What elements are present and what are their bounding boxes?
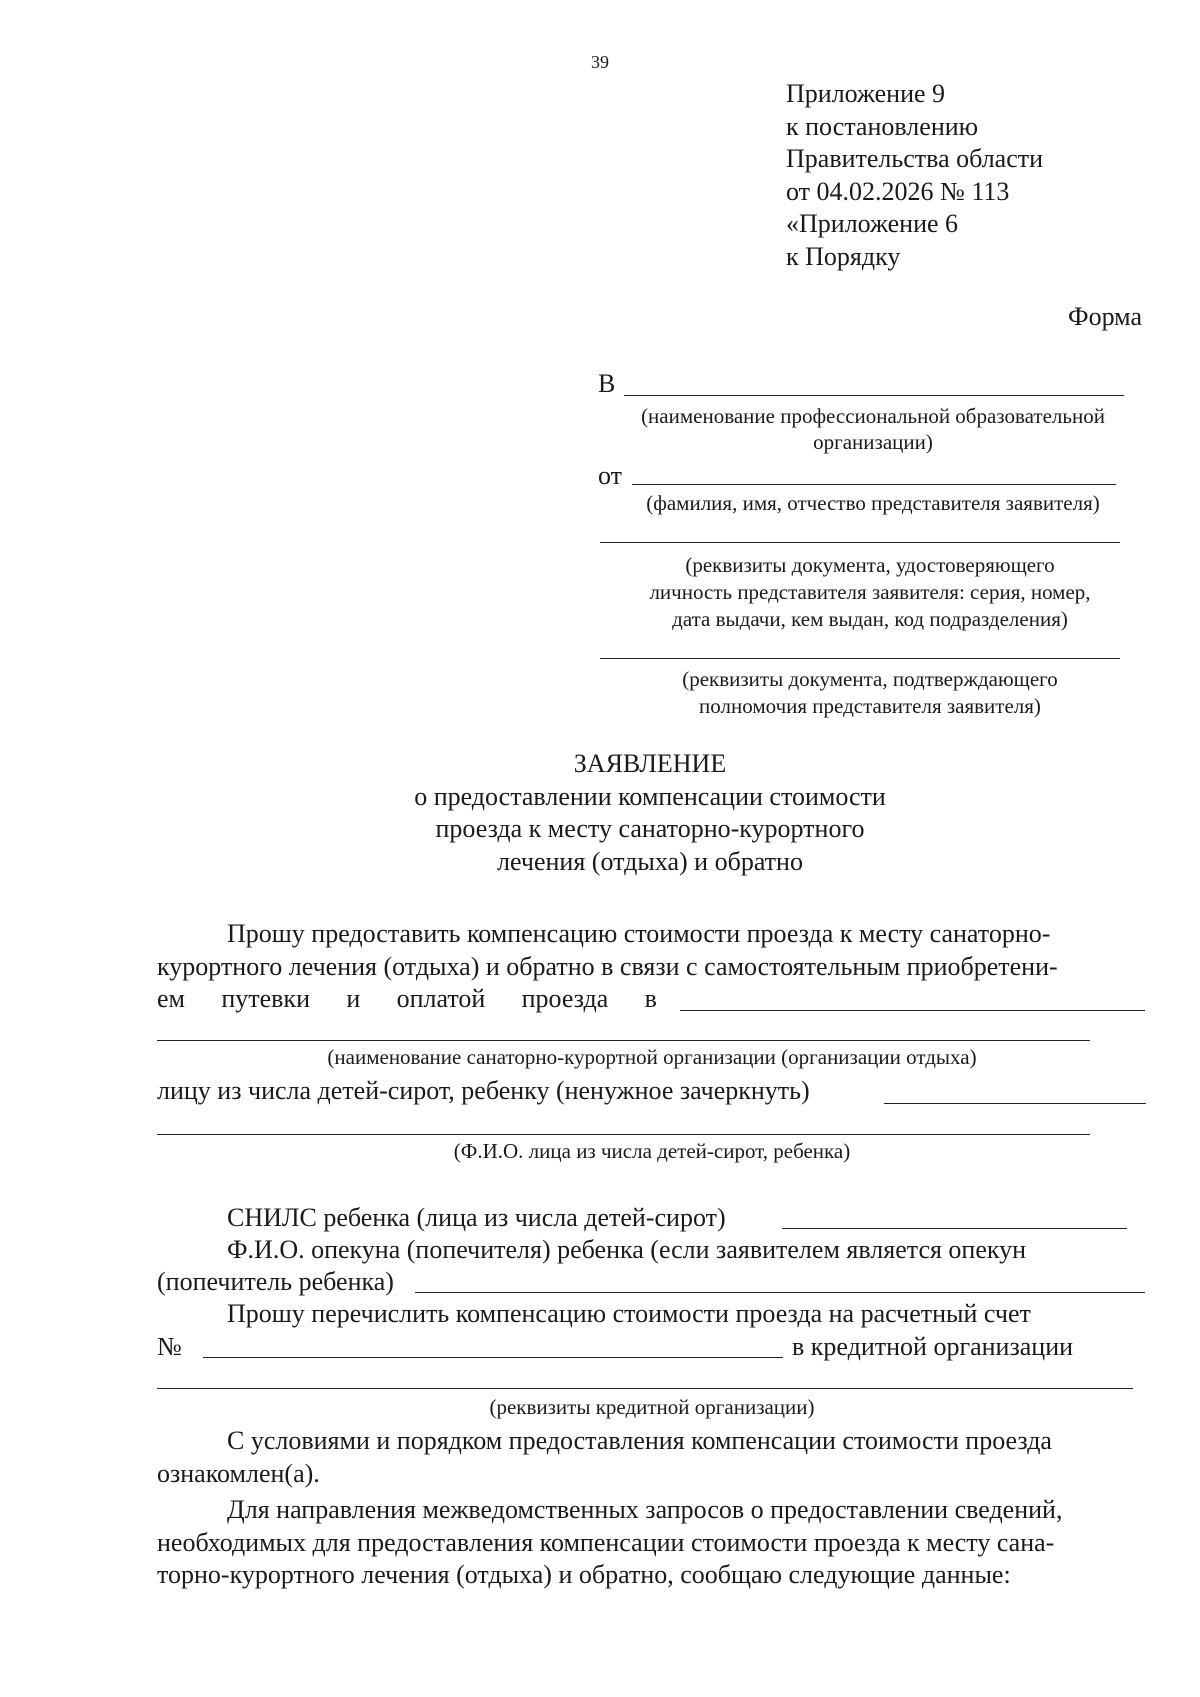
- transfer-line: Прошу перечислить компенсацию стоимости проезда на расчетный счет: [227, 1299, 1031, 1328]
- word: и: [346, 984, 361, 1013]
- text-line: ознакомлен(а).: [157, 1458, 320, 1488]
- title-subline: о предоставлении компенсации стоимости: [414, 781, 886, 811]
- word: проезда: [521, 984, 609, 1013]
- id-document-field-line[interactable]: [600, 542, 1120, 543]
- appendix-line: к постановлению: [786, 111, 979, 141]
- document-title: [0, 748, 1200, 878]
- recipient-caption: (наименование профессиональной образовательной: [641, 404, 1105, 428]
- person-line: лицу из числа детей-сирот, ребенку (ненужное зачеркнуть): [157, 1076, 810, 1105]
- title-subline: проезда к месту санаторно-курортного: [435, 814, 865, 843]
- text-line: торно-курортного лечения (отдыха) и обратно, сообщаю следующие данные:: [157, 1560, 1011, 1589]
- person-caption: (Ф.И.О. лица из числа детей-сирот, ребенка): [453, 1139, 851, 1163]
- guardian-paragraph: [157, 1234, 1144, 1267]
- person-field-line[interactable]: [884, 1103, 1146, 1104]
- sender-field-line[interactable]: [632, 484, 1116, 485]
- recipient-prefix: В: [598, 369, 616, 398]
- authority-document-field-line[interactable]: [600, 658, 1120, 659]
- organization-caption: (наименование санаторно-курортной организации (организации отдыха): [327, 1045, 977, 1069]
- sender-caption: (фамилия, имя, отчество представителя заявителя): [646, 491, 1100, 515]
- bank-details-field-line[interactable]: [157, 1388, 1133, 1389]
- title-heading: ЗАЯВЛЕНИЕ: [573, 749, 727, 778]
- person-name-field-line[interactable]: [157, 1134, 1090, 1135]
- word: в: [644, 984, 657, 1013]
- word: путевки: [221, 984, 310, 1013]
- appendix-reference: [786, 78, 1043, 273]
- appendix-line: «Приложение 6: [786, 209, 959, 238]
- appendix-line: Приложение 9: [786, 79, 946, 108]
- recipient-field-line[interactable]: [624, 395, 1124, 396]
- bank-caption: (реквизиты кредитной организации): [489, 1395, 815, 1419]
- guardian-field-line[interactable]: [415, 1292, 1145, 1293]
- appendix-line: от 04.02.2026 № 113: [786, 176, 1010, 206]
- recipient-caption: организации): [813, 430, 933, 454]
- page-number: 39: [591, 52, 609, 72]
- interagency-paragraph: [157, 1494, 1144, 1592]
- id-document-caption: личность представителя заявителя: серия, номер,: [649, 580, 1091, 604]
- id-document-caption: (реквизиты документа, удостоверяющего: [685, 553, 1055, 577]
- word: ем: [157, 984, 185, 1013]
- form-label: Форма: [1068, 302, 1142, 331]
- snils-field-line[interactable]: [782, 1228, 1127, 1229]
- organization-field-line[interactable]: [680, 1010, 1145, 1011]
- text-line: С условиями и порядком предоставления компенсации стоимости проезда: [227, 1426, 1052, 1455]
- title-subline: лечения (отдыха) и обратно: [497, 846, 803, 876]
- snils-label: СНИЛС ребенка (лица из числа детей-сирот): [227, 1203, 726, 1232]
- word: оплатой: [396, 984, 486, 1013]
- text-line: курортного лечения (отдыха) и обратно в связи с самостоятельным приобретени-: [157, 951, 1058, 981]
- text-line: необходимых для предоставления компенсации стоимости проезда к месту сана-: [157, 1527, 1055, 1557]
- authority-document-caption: полномочия представителя заявителя): [699, 694, 1041, 718]
- account-suffix: в кредитной организации: [792, 1332, 1074, 1361]
- guardian-label: (попечитель ребенка): [157, 1267, 394, 1296]
- organization-field-line-2[interactable]: [157, 1040, 1090, 1041]
- text-line: Прошу предоставить компенсацию стоимости проезда к месту санаторно-: [227, 919, 1051, 948]
- appendix-line: Правительства области: [786, 144, 1044, 173]
- authority-document-caption: (реквизиты документа, подтверждающего: [682, 667, 1058, 691]
- appendix-line: к Порядку: [786, 241, 901, 271]
- request-line-3: [157, 983, 657, 1015]
- account-number-field-line[interactable]: [203, 1357, 783, 1358]
- account-prefix: №: [157, 1332, 182, 1361]
- id-document-caption: дата выдачи, кем выдан, код подразделения): [672, 607, 1068, 631]
- text-line: Для направления межведомственных запросов о предоставлении сведений,: [227, 1495, 1063, 1524]
- text-line: Ф.И.О. опекуна (попечителя) ребенка (если заявителем является опекун: [227, 1235, 1027, 1264]
- acquainted-paragraph: [157, 1425, 1144, 1490]
- request-paragraph: [157, 918, 1144, 983]
- sender-prefix: от: [598, 461, 623, 490]
